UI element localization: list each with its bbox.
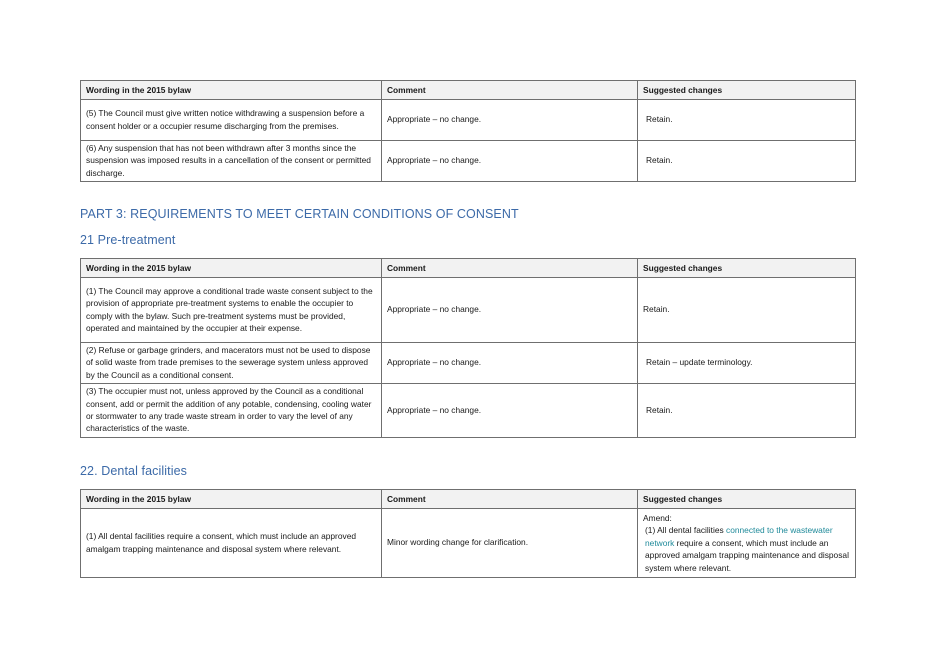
amend-label: Amend: — [643, 513, 672, 523]
header-suggested: Suggested changes — [638, 259, 856, 278]
comment-cell: Appropriate – no change. — [382, 384, 638, 438]
table-section-21 — [80, 258, 856, 438]
table-row — [81, 278, 856, 343]
wording-cell: (1) The Council may approve a conditional trade waste consent subject to the provision of appropriate pre-treatment systems to enable the occupier to comply with the bylaw. Such pre-treatment systems must be provided, operated and maintained by the occupier at their expense. — [81, 278, 382, 343]
section22-heading: 22. Dental facilities — [80, 464, 188, 478]
wording-cell: (2) Refuse or garbage grinders, and macerators must not be used to dispose of solid waste from trade premises to the sewerage system unless approved by the Council as a conditional consent. — [81, 343, 382, 384]
suggested-cell: Retain. — [638, 141, 856, 182]
amend-text — [643, 524, 850, 574]
comment-cell: Appropriate – no change. — [382, 343, 638, 384]
amend-text-pre: (1) All dental facilities — [645, 525, 726, 536]
suggested-cell: Retain. — [638, 278, 856, 343]
suggested-cell: Retain. — [638, 384, 856, 438]
table-header-row — [81, 259, 856, 278]
suggested-cell: Retain – update terminology. — [638, 343, 856, 384]
header-comment: Comment — [382, 490, 638, 509]
wording-cell: (3) The occupier must not, unless approved by the Council as a conditional consent, add or permit the addition of any potable, condensing, cooling water or stormwater to any trade waste stream in order to vary the level of any characteristics of the waste. — [81, 384, 382, 438]
table-row — [81, 141, 856, 182]
comment-cell: Appropriate – no change. — [382, 100, 638, 141]
section21-heading: 21 Pre-treatment — [80, 233, 176, 247]
table-header-row — [81, 490, 856, 509]
suggested-cell: Retain. — [638, 100, 856, 141]
header-comment: Comment — [382, 81, 638, 100]
header-comment: Comment — [382, 259, 638, 278]
header-wording: Wording in the 2015 bylaw — [81, 259, 382, 278]
header-suggested: Suggested changes — [638, 81, 856, 100]
wording-cell: (6) Any suspension that has not been withdrawn after 3 months since the suspension was imposed results in a cancellation of the consent or permitted discharge. — [81, 141, 382, 182]
table-row — [81, 509, 856, 578]
table-row — [81, 100, 856, 141]
comment-cell: Appropriate – no change. — [382, 141, 638, 182]
suggested-cell — [638, 509, 856, 578]
comment-cell: Minor wording change for clarification. — [382, 509, 638, 578]
table-row — [81, 343, 856, 384]
wording-cell: (1) All dental facilities require a consent, which must include an approved amalgam trapping maintenance and disposal system where relevant. — [81, 509, 382, 578]
part3-heading: PART 3: REQUIREMENTS TO MEET CERTAIN CONDITIONS OF CONSENT — [80, 207, 519, 221]
header-wording: Wording in the 2015 bylaw — [81, 490, 382, 509]
table-section-22 — [80, 489, 856, 578]
table-row — [81, 384, 856, 438]
wording-cell: (5) The Council must give written notice withdrawing a suspension before a consent holder or a occupier resume discharging from the premises. — [81, 100, 382, 141]
amend-text-post: require a consent, which must include an approved amalgam trapping maintenance and disposal system where relevant. — [645, 537, 849, 573]
header-suggested: Suggested changes — [638, 490, 856, 509]
table-section-20-continued — [80, 80, 856, 182]
header-wording: Wording in the 2015 bylaw — [81, 81, 382, 100]
amend-text-inserted: connected to the wastewater network — [645, 525, 833, 548]
table-header-row — [81, 81, 856, 100]
comment-cell: Appropriate – no change. — [382, 278, 638, 343]
